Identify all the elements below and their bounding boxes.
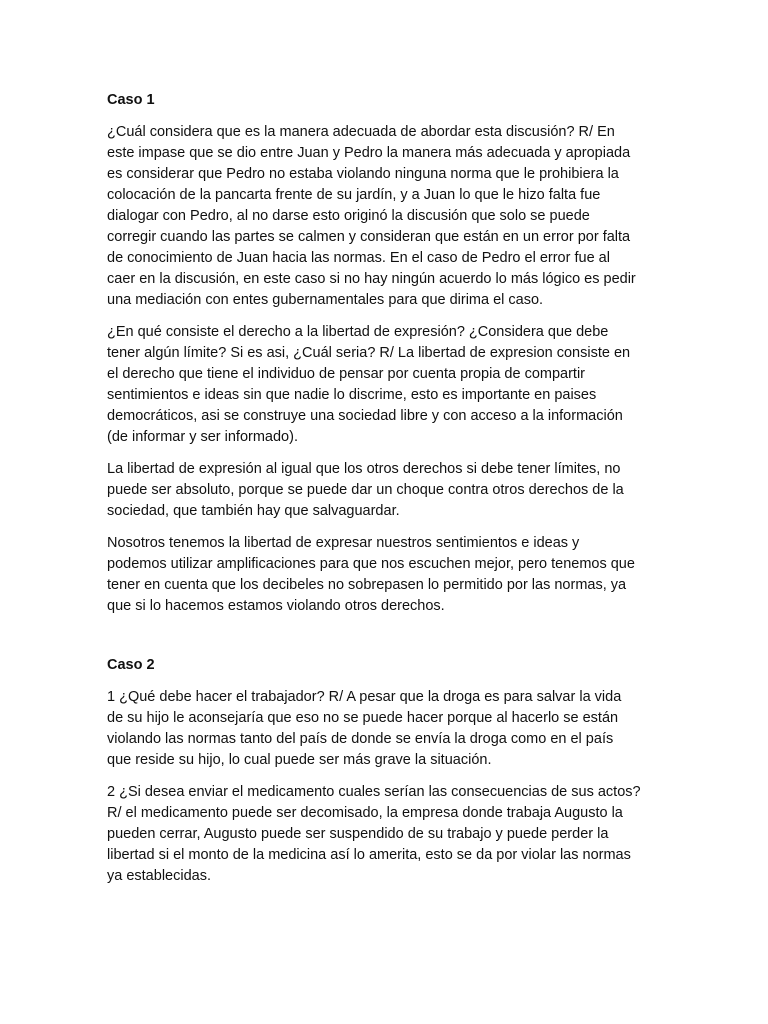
section-spacer [107,628,668,655]
paragraph: La libertad de expresión al igual que los otros derechos si debe tener límites, no puede ser absoluto, porque se puede dar un choque contra otros derechos de la sociedad, que también hay que salvaguardar. [107,461,624,519]
section-heading: Caso 1 [107,92,155,108]
paragraph: 1 ¿Qué debe hacer el trabajador? R/ A pesar que la droga es para salvar la vida de su hijo le aconsejaría que eso no se puede hacer porque al hacerlo se están violando las normas tanto del país de donde se envía la droga como en el país que reside su hijo, lo cual puede ser más grave la situación. [107,689,622,768]
section-heading: Caso 2 [107,657,155,673]
paragraph: Nosotros tenemos la libertad de expresar nuestros sentimientos e ideas y podemos utilizar amplificaciones para que nos escuchen mejor, pero tenemos que tener en cuenta que los decibeles no sobrepasen lo permitido por las normas, ya que si lo hacemos estamos violando otros derechos. [107,535,635,614]
paragraph: 2 ¿Si desea enviar el medicamento cuales serían las consecuencias de sus actos? R/ el medicamento puede ser decomisado, la empresa donde trabaja Augusto la pueden cerrar, Augusto puede ser suspendido de su trabajo y puede perder la libertad si el monto de la medicina así lo amerita, esto se da por violar las normas ya establecidas. [107,784,641,884]
paragraph: ¿En qué consiste el derecho a la libertad de expresión? ¿Considera que debe tener algún límite? Si es asi, ¿Cuál seria? R/ La libertad de expresion consiste en el derecho que tiene el individuo de pensar por cuenta propia de compartir sentimientos e ideas sin que nadie lo discrime, esto es importante en paises democráticos, asi se construye una sociedad libre y con acceso a la información (de informar y ser informado). [107,324,631,445]
section-caso-2 [107,655,668,887]
section-caso-1 [107,90,668,617]
paragraph: ¿Cuál considera que es la manera adecuada de abordar esta discusión? R/ En este impase que se dio entre Juan y Pedro la manera más adecuada y apropiada es considerar que Pedro no estaba violando ninguna norma que le prohibiera la colocación de la pancarta frente de su jardín, y a Juan lo que le hizo falta fue dialogar con Pedro, al no darse esto originó la discusión que solo se puede corregir cuando las partes se calmen y consideran que están en un error por falta de conocimiento de Juan hacia las normas. En el caso de Pedro el error fue al caer en la discusión, en este caso si no hay ningún acuerdo lo más lógico es pedir una mediación con entes gubernamentales para que dirima el caso. [107,124,636,308]
